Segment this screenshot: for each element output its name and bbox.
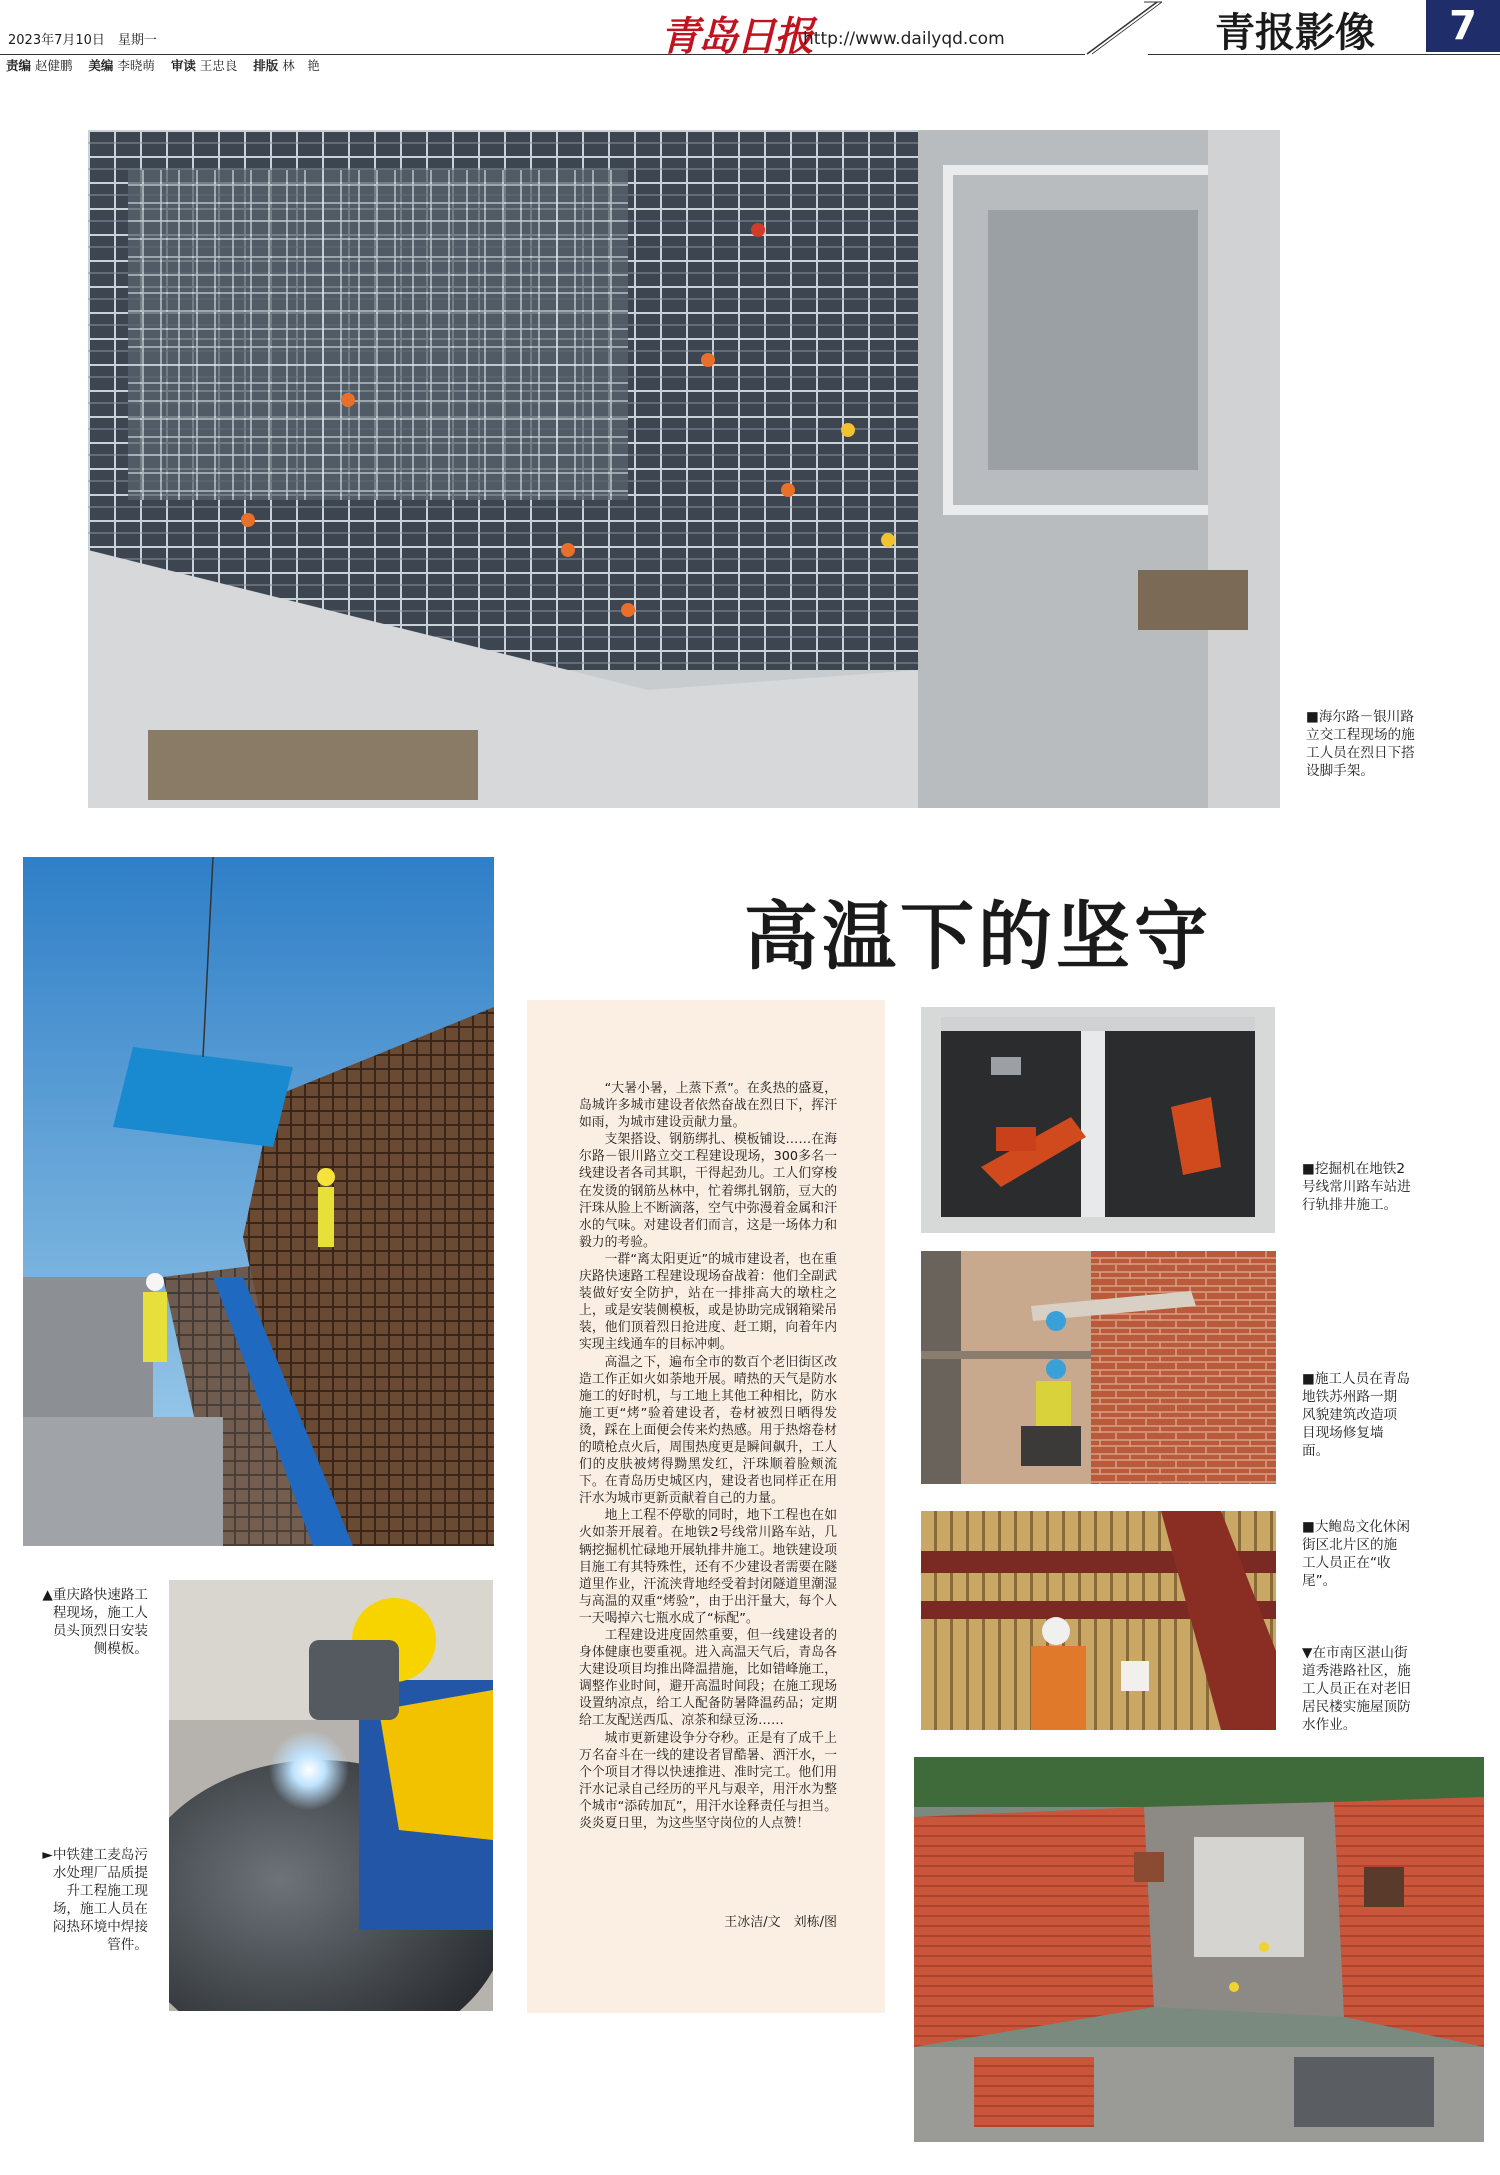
caption-top-photo: ■海尔路－银川路立交工程现场的施工人员在烈日下搭设脚手架。 [1306, 709, 1415, 779]
header-slash-decoration [1082, 0, 1162, 56]
article-paragraph: 支架搭设、钢筋绑扎、模板铺设……在海尔路－银川路立交工程建设现场，300多名一线建设者各司其职，干得起劲儿。工人们穿梭在发烫的钢筋丛林中，忙着绑扎钢筋，豆大的汗珠从脸上不断滴落，空气中弥漫着金属和汗水的气味。对建设者们而言，这是一场体力和毅力的考验。 [579, 1132, 837, 1250]
caption-excavator: ■挖掘机在地铁2号线常川路车站进行轨排井施工。 [1302, 1161, 1411, 1213]
page-number-badge: 7 [1426, 0, 1500, 52]
credit-role: 责编 [6, 58, 32, 73]
credit-name: 李晓萌 [117, 58, 155, 73]
editor-credits [6, 56, 320, 74]
credit-role: 审读 [170, 58, 196, 73]
article-paragraph: 高温之下，遍布全市的数百个老旧街区改造工作正如火如荼地开展。晴热的天气是防水施工的好时机，与工地上其他工种相比，防水施工更“烤”验着建设者，卷材被烈日晒得发烫，踩在上面便会传来灼热感。用于热熔卷材的喷枪点火后，周围热度更是瞬间飙升，工人们的皮肤被烤得黝黑发红，汗珠顺着脸颊流下。在青岛历史城区内，建设者也同样正在用汗水为城市更新贡献着自己的力量。 [579, 1354, 837, 1507]
photo-chongqing-road [23, 857, 494, 1546]
caption-shibei: ▼在市南区湛山街道秀港路社区，施工人员正在对老旧居民楼实施屋顶防水作业。 [1302, 1645, 1411, 1733]
headline: 高温下的坚守 [744, 894, 1212, 980]
newspaper-logo: 青岛日报 [660, 13, 812, 60]
header-rule [0, 54, 1085, 55]
article-paragraph: “大暑小暑，上蒸下煮”。在炙热的盛夏，岛城许多城市建设者依然奋战在烈日下，挥汗如雨，为城市建设贡献力量。 [579, 1081, 837, 1131]
photo-welding [169, 1580, 493, 2011]
article-body [579, 1080, 837, 1832]
credit-role: 排版 [253, 58, 279, 73]
article-paragraph: 工程建设进度固然重要，但一线建设者的身体健康也要重视。进入高温天气后，青岛各大建设项目均推出降温措施，比如错峰施工，调整作业时间，避开高温时间段；在施工现场设置纳凉点，给工人配备防暑降温药品；定期给工友配送西瓜、凉茶和绿豆汤…… [579, 1628, 837, 1729]
photo-scaffolding-aerial [88, 130, 1280, 808]
section-title: 青报影像 [1215, 9, 1375, 56]
credit-role: 美编 [88, 58, 114, 73]
article-paragraph: 一群“离太阳更近”的城市建设者，也在重庆路快速路工程建设现场奋战着：他们全副武装做好安全防护，站在一排排高大的墩柱之上，或是安装侧模板，或是协助完成钢箱梁吊装，他们顶着烈日抢进度、赶工期，向着年内实现主线通车的目标冲刺。 [579, 1251, 837, 1353]
photo-brick-wall-repair [921, 1251, 1276, 1484]
caption-zhongtie: ►中铁建工麦岛污水处理厂品质提升工程施工现场，施工人员在闷热环境中焊接管件。 [42, 1847, 148, 1953]
article-paragraph: 城市更新建设争分夺秒。正是有了成千上万名奋斗在一线的建设者冒酷暑、洒汗水，一个个项目才得以快速推进、准时完工。他们用汗水记录自己经历的平凡与艰辛，用汗水为整个城市“添砖加瓦”，用汗水诠释责任与担当。炎炎夏日里，为这些坚守岗位的人点赞！ [579, 1730, 837, 1832]
caption-fengmao: ■施工人员在青岛地铁苏州路一期风貌建筑改造项目现场修复墙面。 [1302, 1371, 1410, 1459]
photo-dabaodao-roof [921, 1511, 1276, 1730]
caption-dabaodao: ■大鲍岛文化休闲街区北片区的施工人员正在“收尾”。 [1302, 1519, 1410, 1589]
photo-excavator-pit [921, 1007, 1275, 1233]
credit-name: 赵健鹏 [35, 58, 73, 73]
photo-rooftop-waterproofing [914, 1757, 1484, 2142]
issue-date: 2023年7月10日 星期一 [8, 33, 157, 48]
article-box [527, 1000, 885, 2013]
credit-name: 王忠良 [199, 58, 238, 73]
article-paragraph: 地上工程不停歇的同时，地下工程也在如火如荼开展着。在地铁2号线常川路车站，几辆挖掘机忙碌地开展轨排井施工。地铁建设项目施工有其特殊性，还有不少建设者需要在隧道里作业，汗流浃背地经受着封闭隧道里潮湿与高温的双重“烤验”，由于出汗量大，每个人一天喝掉六七瓶水成了“标配”。 [579, 1508, 837, 1626]
caption-chongqing: ▲重庆路快速路工程现场，施工人员头顶烈日安装侧模板。 [42, 1587, 148, 1657]
credit-name: 林 艳 [282, 58, 320, 73]
article-byline: 王冰洁/文 刘栋/图 [724, 1915, 837, 1930]
website-url[interactable]: http://www.dailyqd.com [803, 29, 1005, 49]
